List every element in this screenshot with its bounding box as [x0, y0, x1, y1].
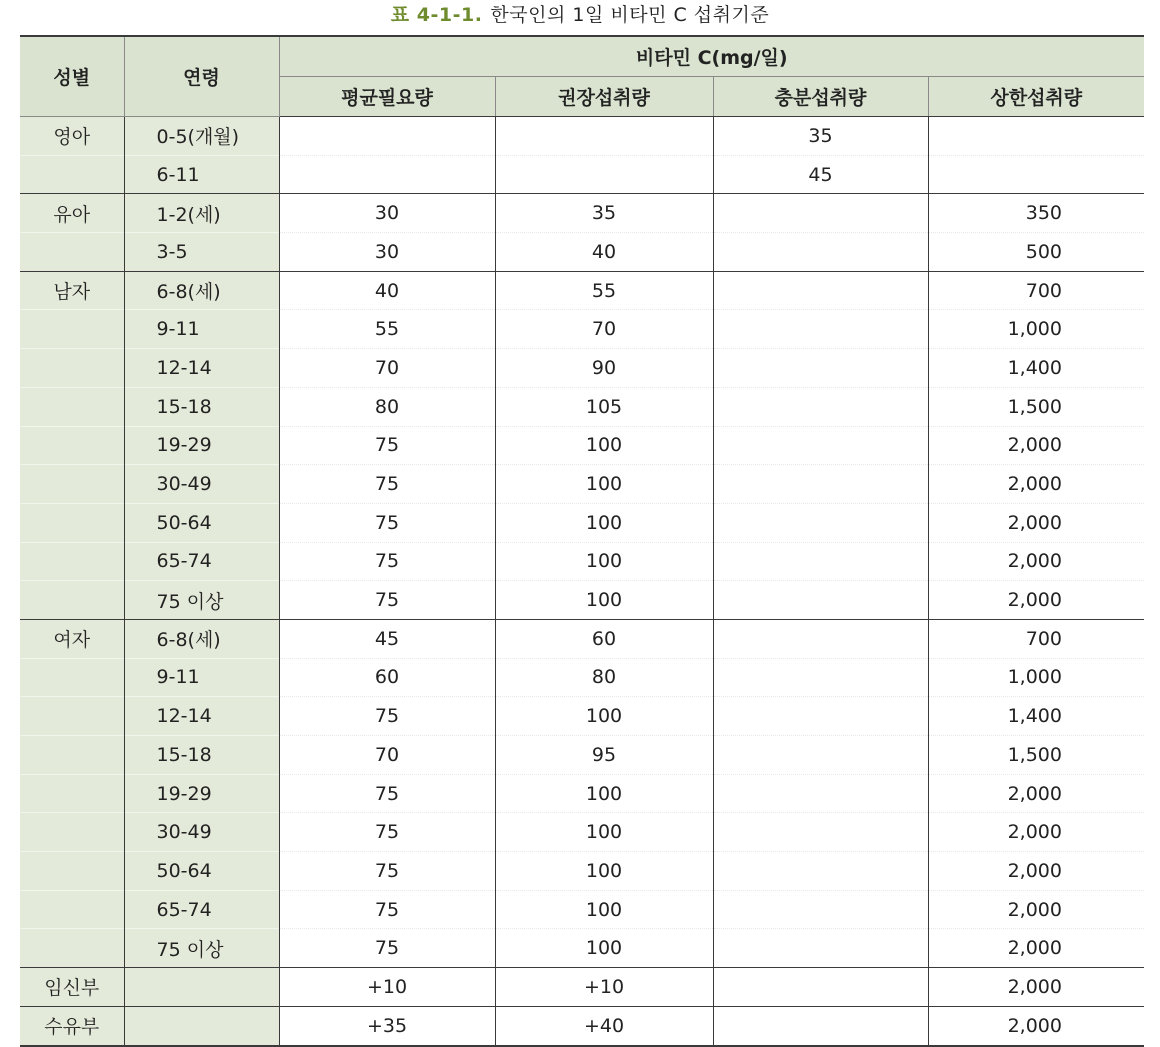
cell-ear	[279, 155, 495, 194]
cell-age: 65-74	[124, 542, 279, 581]
cell-ul: 1,000	[928, 310, 1144, 349]
cell-ul: 2,000	[928, 890, 1144, 929]
cell-age: 9-11	[124, 310, 279, 349]
cell-ul: 2,000	[928, 465, 1144, 504]
cell-rni	[495, 117, 713, 156]
table-row	[20, 117, 1144, 156]
cell-rni: 100	[495, 813, 713, 852]
cell-ul: 700	[928, 619, 1144, 658]
cell-sex	[20, 155, 124, 194]
cell-rni	[495, 155, 713, 194]
cell-ai	[713, 813, 928, 852]
cell-rni: 90	[495, 349, 713, 388]
cell-ul: 500	[928, 233, 1144, 272]
cell-ear: 30	[279, 194, 495, 233]
cell-ul: 2,000	[928, 1006, 1144, 1045]
table-row	[20, 852, 1144, 891]
cell-age: 30-49	[124, 813, 279, 852]
header-vitamin-c-group: 비타민 C(mg/일)	[279, 36, 1144, 77]
cell-ul: 700	[928, 271, 1144, 310]
cell-sex	[20, 736, 124, 775]
cell-ul: 2,000	[928, 929, 1144, 968]
cell-age: 1-2(세)	[124, 194, 279, 233]
cell-ai	[713, 1006, 928, 1045]
cell-sex: 임신부	[20, 968, 124, 1007]
cell-ai	[713, 581, 928, 620]
table-row	[20, 233, 1144, 272]
cell-ear: 75	[279, 426, 495, 465]
cell-sex	[20, 310, 124, 349]
cell-age	[124, 968, 279, 1007]
table-row	[20, 194, 1144, 233]
table-row	[20, 697, 1144, 736]
cell-ai	[713, 310, 928, 349]
table-row	[20, 736, 1144, 775]
cell-rni: 35	[495, 194, 713, 233]
cell-ai	[713, 349, 928, 388]
cell-ear: 45	[279, 619, 495, 658]
cell-ear: 75	[279, 465, 495, 504]
cell-rni: 100	[495, 774, 713, 813]
cell-ear: 75	[279, 542, 495, 581]
header-ul: 상한섭취량	[928, 77, 1144, 117]
cell-ai	[713, 890, 928, 929]
cell-age: 30-49	[124, 465, 279, 504]
cell-age: 19-29	[124, 774, 279, 813]
table-header	[20, 36, 1144, 117]
cell-ear: 30	[279, 233, 495, 272]
cell-ai	[713, 774, 928, 813]
table-row	[20, 465, 1144, 504]
table-row	[20, 813, 1144, 852]
cell-ul: 350	[928, 194, 1144, 233]
cell-ul: 2,000	[928, 542, 1144, 581]
cell-ear: 75	[279, 929, 495, 968]
cell-age: 75 이상	[124, 581, 279, 620]
cell-sex	[20, 658, 124, 697]
cell-ai	[713, 194, 928, 233]
cell-sex: 유아	[20, 194, 124, 233]
cell-ai	[713, 736, 928, 775]
cell-rni: 100	[495, 929, 713, 968]
cell-ai	[713, 233, 928, 272]
cell-ear: 75	[279, 852, 495, 891]
cell-ul	[928, 155, 1144, 194]
cell-ul: 1,000	[928, 658, 1144, 697]
cell-sex: 남자	[20, 271, 124, 310]
table-row	[20, 581, 1144, 620]
cell-ai	[713, 968, 928, 1007]
cell-ul: 1,500	[928, 736, 1144, 775]
cell-age: 19-29	[124, 426, 279, 465]
cell-rni: 80	[495, 658, 713, 697]
cell-rni: 100	[495, 465, 713, 504]
cell-age: 6-8(세)	[124, 619, 279, 658]
cell-ai	[713, 503, 928, 542]
cell-rni: 100	[495, 426, 713, 465]
cell-ear: 55	[279, 310, 495, 349]
cell-ai	[713, 619, 928, 658]
cell-rni: 100	[495, 697, 713, 736]
table-caption	[0, 0, 1160, 30]
cell-ul: 2,000	[928, 968, 1144, 1007]
cell-age: 65-74	[124, 890, 279, 929]
cell-sex: 영아	[20, 117, 124, 156]
cell-ul	[928, 117, 1144, 156]
cell-ear	[279, 117, 495, 156]
cell-ear: 75	[279, 697, 495, 736]
cell-ai	[713, 426, 928, 465]
table-row	[20, 1006, 1144, 1045]
cell-ear: 75	[279, 774, 495, 813]
cell-ai	[713, 387, 928, 426]
cell-age: 12-14	[124, 349, 279, 388]
header-rni: 권장섭취량	[495, 77, 713, 117]
table-row	[20, 310, 1144, 349]
cell-sex	[20, 890, 124, 929]
table-body	[20, 117, 1144, 1046]
cell-sex: 수유부	[20, 1006, 124, 1045]
table-row	[20, 426, 1144, 465]
cell-sex	[20, 852, 124, 891]
header-age: 연령	[124, 36, 279, 117]
cell-ear: 80	[279, 387, 495, 426]
cell-sex	[20, 542, 124, 581]
cell-ear: 70	[279, 349, 495, 388]
vitamin-c-table	[20, 35, 1144, 1047]
cell-ear: 70	[279, 736, 495, 775]
cell-sex	[20, 426, 124, 465]
table-row	[20, 890, 1144, 929]
cell-ul: 2,000	[928, 774, 1144, 813]
cell-age: 50-64	[124, 503, 279, 542]
header-ai: 충분섭취량	[713, 77, 928, 117]
cell-rni: +40	[495, 1006, 713, 1045]
cell-sex	[20, 581, 124, 620]
table-row	[20, 387, 1144, 426]
cell-ai: 45	[713, 155, 928, 194]
cell-ai	[713, 465, 928, 504]
cell-ai	[713, 852, 928, 891]
cell-rni: 100	[495, 890, 713, 929]
cell-rni: 100	[495, 581, 713, 620]
cell-sex	[20, 349, 124, 388]
cell-ear: 75	[279, 813, 495, 852]
cell-age: 6-8(세)	[124, 271, 279, 310]
cell-ear: 75	[279, 581, 495, 620]
cell-ul: 1,500	[928, 387, 1144, 426]
cell-sex: 여자	[20, 619, 124, 658]
table-row	[20, 774, 1144, 813]
table-row	[20, 619, 1144, 658]
table-row	[20, 503, 1144, 542]
cell-ai	[713, 658, 928, 697]
cell-ear: 40	[279, 271, 495, 310]
cell-ai: 35	[713, 117, 928, 156]
cell-rni: +10	[495, 968, 713, 1007]
cell-ul: 1,400	[928, 697, 1144, 736]
cell-ul: 2,000	[928, 426, 1144, 465]
cell-age	[124, 1006, 279, 1045]
table-row	[20, 155, 1144, 194]
cell-age: 75 이상	[124, 929, 279, 968]
cell-rni: 70	[495, 310, 713, 349]
table-row	[20, 929, 1144, 968]
cell-rni: 60	[495, 619, 713, 658]
header-sex: 성별	[20, 36, 124, 117]
cell-age: 50-64	[124, 852, 279, 891]
cell-ul: 2,000	[928, 852, 1144, 891]
cell-rni: 55	[495, 271, 713, 310]
cell-sex	[20, 774, 124, 813]
table-row	[20, 349, 1144, 388]
cell-ear: 75	[279, 890, 495, 929]
cell-age: 6-11	[124, 155, 279, 194]
cell-sex	[20, 813, 124, 852]
table-title: 한국인의 1일 비타민 C 섭취기준	[490, 4, 770, 26]
cell-ul: 2,000	[928, 813, 1144, 852]
cell-ear: 60	[279, 658, 495, 697]
cell-ul: 2,000	[928, 581, 1144, 620]
cell-age: 0-5(개월)	[124, 117, 279, 156]
cell-sex	[20, 697, 124, 736]
cell-rni: 105	[495, 387, 713, 426]
header-ear: 평균필요량	[279, 77, 495, 117]
cell-ai	[713, 929, 928, 968]
cell-ear: 75	[279, 503, 495, 542]
cell-sex	[20, 387, 124, 426]
table-row	[20, 968, 1144, 1007]
cell-sex	[20, 233, 124, 272]
cell-sex	[20, 929, 124, 968]
cell-rni: 95	[495, 736, 713, 775]
cell-age: 15-18	[124, 736, 279, 775]
table-row	[20, 271, 1144, 310]
cell-sex	[20, 503, 124, 542]
cell-age: 3-5	[124, 233, 279, 272]
cell-age: 15-18	[124, 387, 279, 426]
table-row	[20, 542, 1144, 581]
table-number: 표 4-1-1.	[390, 4, 483, 26]
table-row	[20, 658, 1144, 697]
cell-rni: 100	[495, 503, 713, 542]
cell-ear: +35	[279, 1006, 495, 1045]
cell-rni: 40	[495, 233, 713, 272]
cell-rni: 100	[495, 852, 713, 891]
cell-age: 9-11	[124, 658, 279, 697]
cell-ai	[713, 542, 928, 581]
cell-ul: 1,400	[928, 349, 1144, 388]
cell-age: 12-14	[124, 697, 279, 736]
cell-ear: +10	[279, 968, 495, 1007]
cell-sex	[20, 465, 124, 504]
cell-rni: 100	[495, 542, 713, 581]
cell-ul: 2,000	[928, 503, 1144, 542]
cell-ai	[713, 271, 928, 310]
cell-ai	[713, 697, 928, 736]
